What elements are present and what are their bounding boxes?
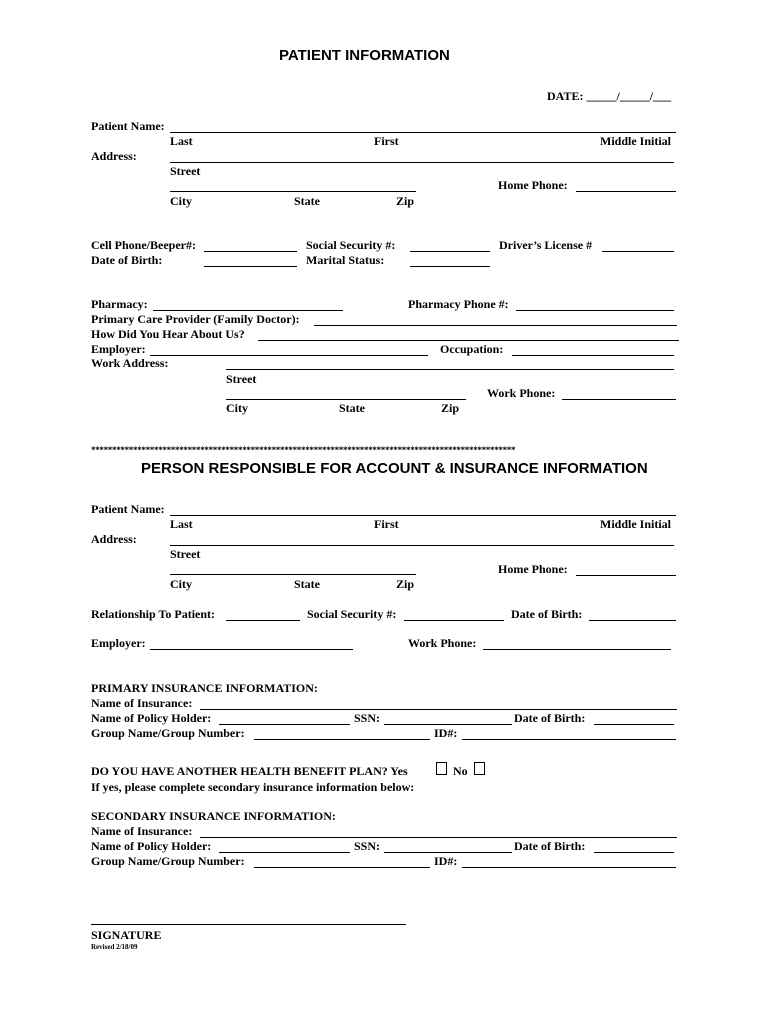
address-label: Address: <box>91 149 137 163</box>
middle-initial-caption: Middle Initial <box>600 134 672 148</box>
pharmacy-phone-label: Pharmacy Phone #: <box>408 297 509 311</box>
resp-dob-label: Date of Birth: <box>511 607 583 621</box>
secondary-holder-line[interactable] <box>219 852 350 853</box>
hear-about-label: How Did You Hear About Us? <box>91 327 245 341</box>
employer-label: Employer: <box>91 342 146 356</box>
street-caption: Street <box>170 164 201 178</box>
home-phone-label: Home Phone: <box>498 178 568 192</box>
primary-ssn-line[interactable] <box>384 724 512 725</box>
secondary-dob-line[interactable] <box>594 852 674 853</box>
secondary-ssn-label: SSN: <box>354 839 381 853</box>
resp-employer-label: Employer: <box>91 636 146 650</box>
pcp-label: Primary Care Provider (Family Doctor): <box>91 312 300 326</box>
hear-about-line[interactable] <box>258 340 679 341</box>
page-title: PATIENT INFORMATION <box>279 47 450 64</box>
resp-home-phone-label: Home Phone: <box>498 562 568 576</box>
resp-home-phone-line[interactable] <box>576 575 676 576</box>
resp-ssn-label: Social Security #: <box>307 607 397 621</box>
section-separator: ***************************************************************************************************** <box>91 445 516 455</box>
first-name-caption: First <box>374 134 399 148</box>
resp-name-line[interactable] <box>170 515 676 516</box>
primary-dob-line[interactable] <box>594 724 674 725</box>
other-plan-question: DO YOU HAVE ANOTHER HEALTH BENEFIT PLAN? Yes <box>91 764 408 778</box>
marital-status-line[interactable] <box>410 266 490 267</box>
ssn-line[interactable] <box>410 251 490 252</box>
city-state-zip-line[interactable] <box>170 191 416 192</box>
dob-label: Date of Birth: <box>91 253 163 267</box>
no-label: No <box>453 764 468 778</box>
zip-caption: Zip <box>396 194 415 208</box>
primary-insurance-name-line[interactable] <box>200 709 677 710</box>
primary-group-line[interactable] <box>254 739 430 740</box>
resp-city-state-zip-line[interactable] <box>170 574 416 575</box>
work-street-line[interactable] <box>226 369 674 370</box>
secondary-dob-label: Date of Birth: <box>514 839 586 853</box>
yes-checkbox[interactable] <box>436 762 447 775</box>
resp-zip-caption: Zip <box>396 577 415 591</box>
secondary-holder-label: Name of Policy Holder: <box>91 839 212 853</box>
work-city-caption: City <box>226 401 248 415</box>
primary-ssn-label: SSN: <box>354 711 381 725</box>
secondary-id-line[interactable] <box>462 867 676 868</box>
revised-date: Revised 2/18/09 <box>91 943 138 951</box>
secondary-insurance-name-line[interactable] <box>200 837 677 838</box>
resp-name-label: Patient Name: <box>91 502 165 516</box>
work-address-label: Work Address: <box>91 356 169 370</box>
secondary-insurance-heading: SECONDARY INSURANCE INFORMATION: <box>91 809 336 823</box>
pharmacy-label: Pharmacy: <box>91 297 148 311</box>
pharmacy-phone-line[interactable] <box>516 310 674 311</box>
resp-dob-line[interactable] <box>589 620 676 621</box>
resp-street-caption: Street <box>170 547 201 561</box>
pcp-line[interactable] <box>314 325 677 326</box>
drivers-license-line[interactable] <box>602 251 674 252</box>
occupation-line[interactable] <box>512 355 674 356</box>
no-checkbox[interactable] <box>474 762 485 775</box>
signature-label: SIGNATURE <box>91 928 162 942</box>
primary-holder-label: Name of Policy Holder: <box>91 711 212 725</box>
resp-first-caption: First <box>374 517 399 531</box>
state-caption: State <box>294 194 320 208</box>
work-city-state-zip-line[interactable] <box>226 399 466 400</box>
resp-middle-caption: Middle Initial <box>600 517 672 531</box>
resp-employer-line[interactable] <box>150 649 353 650</box>
resp-ssn-line[interactable] <box>404 620 504 621</box>
secondary-group-line[interactable] <box>254 867 430 868</box>
work-street-caption: Street <box>226 372 257 386</box>
work-phone-line[interactable] <box>562 399 676 400</box>
secondary-note: If yes, please complete secondary insurance information below: <box>91 780 415 794</box>
relationship-label: Relationship To Patient: <box>91 607 216 621</box>
primary-holder-line[interactable] <box>219 724 350 725</box>
primary-group-label: Group Name/Group Number: <box>91 726 245 740</box>
city-caption: City <box>170 194 192 208</box>
resp-state-caption: State <box>294 577 320 591</box>
secondary-id-label: ID#: <box>434 854 458 868</box>
work-phone-label: Work Phone: <box>487 386 556 400</box>
dob-line[interactable] <box>204 266 297 267</box>
resp-street-line[interactable] <box>170 545 674 546</box>
resp-address-label: Address: <box>91 532 137 546</box>
secondary-insurance-name-label: Name of Insurance: <box>91 824 193 838</box>
primary-insurance-heading: PRIMARY INSURANCE INFORMATION: <box>91 681 318 695</box>
resp-work-phone-label: Work Phone: <box>408 636 477 650</box>
patient-name-label: Patient Name: <box>91 119 165 133</box>
primary-insurance-name-label: Name of Insurance: <box>91 696 193 710</box>
pharmacy-line[interactable] <box>153 310 343 311</box>
primary-dob-label: Date of Birth: <box>514 711 586 725</box>
resp-last-caption: Last <box>170 517 193 531</box>
resp-work-phone-line[interactable] <box>483 649 671 650</box>
occupation-label: Occupation: <box>440 342 504 356</box>
street-line[interactable] <box>170 162 674 163</box>
employer-line[interactable] <box>150 355 428 356</box>
work-state-caption: State <box>339 401 365 415</box>
resp-city-caption: City <box>170 577 192 591</box>
home-phone-line[interactable] <box>576 191 676 192</box>
secondary-group-label: Group Name/Group Number: <box>91 854 245 868</box>
cell-phone-line[interactable] <box>204 251 297 252</box>
signature-line[interactable] <box>91 924 406 925</box>
marital-status-label: Marital Status: <box>306 253 385 267</box>
ssn-label: Social Security #: <box>306 238 396 252</box>
secondary-ssn-line[interactable] <box>384 852 512 853</box>
last-name-caption: Last <box>170 134 193 148</box>
primary-id-line[interactable] <box>462 739 676 740</box>
work-zip-caption: Zip <box>441 401 460 415</box>
patient-name-line[interactable] <box>170 132 676 133</box>
drivers-license-label: Driver’s License # <box>499 238 593 252</box>
section-title-responsible: PERSON RESPONSIBLE FOR ACCOUNT & INSURANCE INFORMATION <box>141 460 648 477</box>
cell-phone-label: Cell Phone/Beeper#: <box>91 238 196 252</box>
primary-id-label: ID#: <box>434 726 458 740</box>
date-field-label[interactable]: DATE: _____/_____/___ <box>547 89 672 103</box>
relationship-line[interactable] <box>226 620 300 621</box>
